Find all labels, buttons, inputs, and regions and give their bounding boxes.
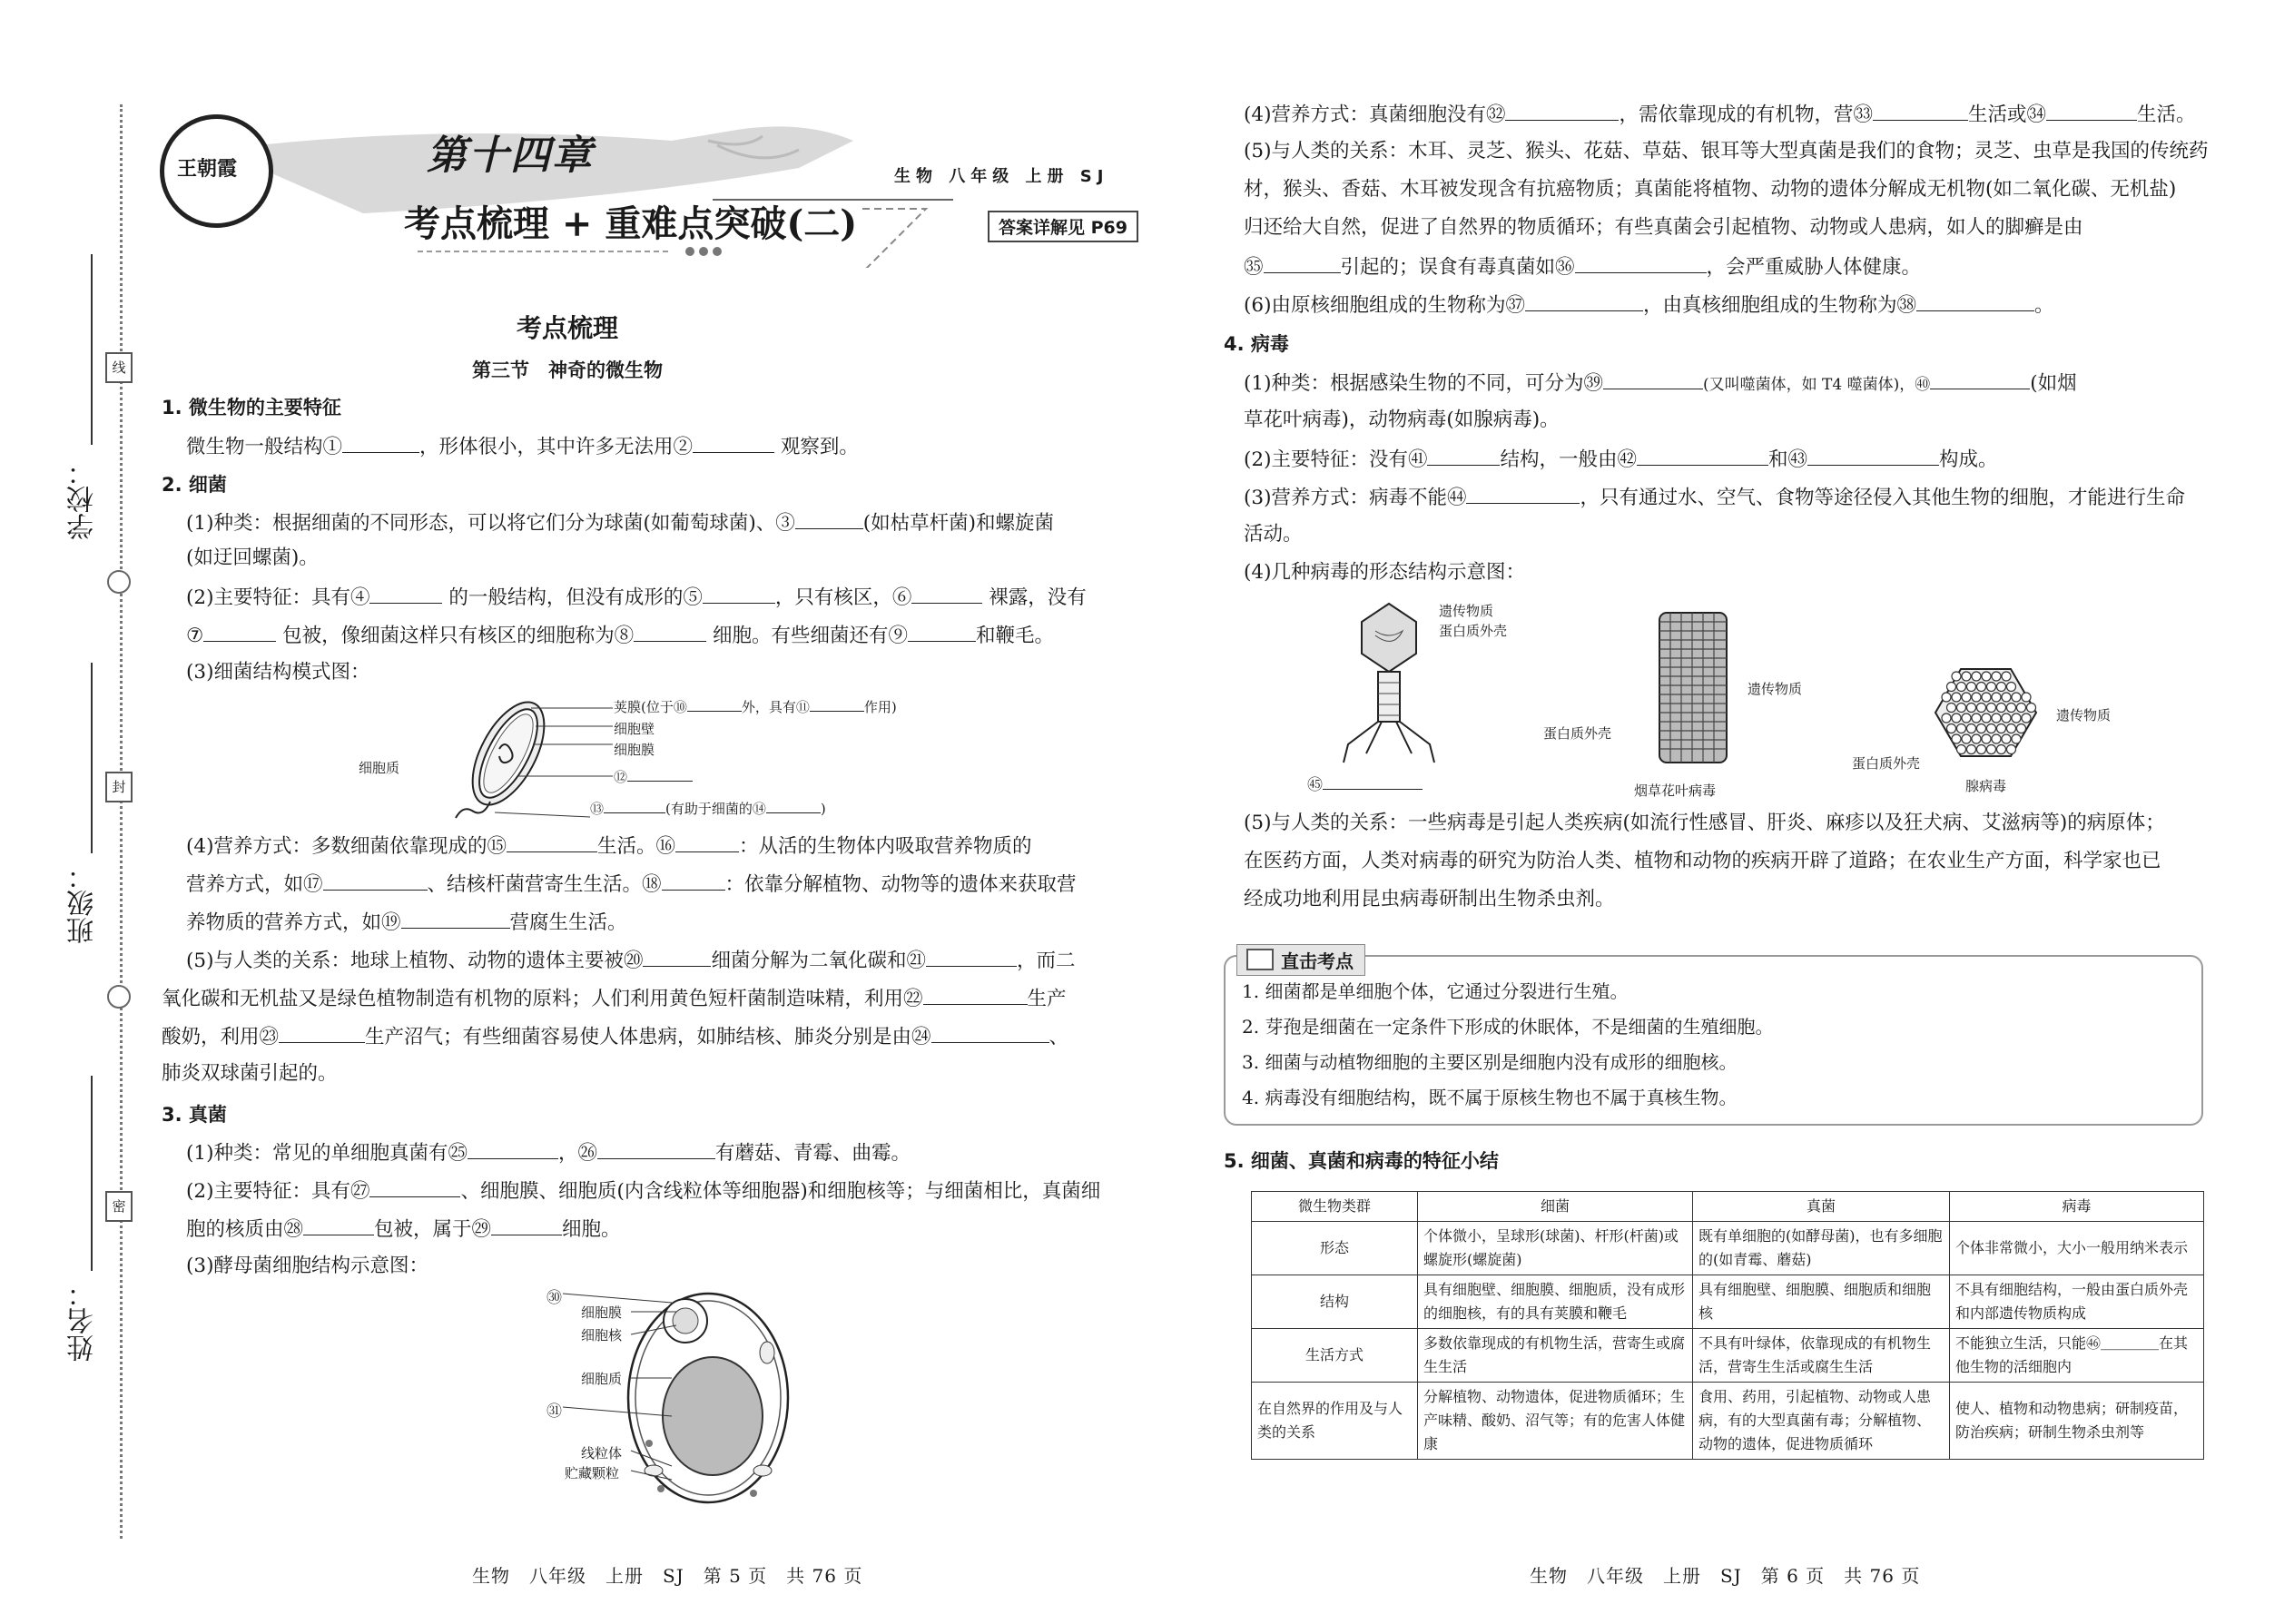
text-line: (1)种类：根据细菌的不同形态，可以将它们分为球菌(如葡萄球菌)、③ (如枯草杆菌)和螺旋菌 bbox=[186, 508, 1054, 537]
capsomere-icon bbox=[1987, 704, 1996, 713]
text-line: (6)由原核细胞组成的生物称为㊲ ，由真核细胞组成的生物称为㊳ 。 bbox=[1244, 290, 2054, 320]
capsomere-icon bbox=[2007, 724, 2016, 733]
heading-fungi: 3. 真菌 bbox=[162, 1104, 227, 1126]
text-line: 经成功地利用昆虫病毒研制出生物杀虫剂。 bbox=[1244, 888, 1615, 910]
binding-tag-feng: 封 bbox=[105, 772, 133, 802]
text-line: (5)与人类的关系：木耳、灵芝、猴头、花菇、草菇、银耳等大型真菌是我们的食物；灵芝、虫草是我国的传统药 bbox=[1244, 140, 2209, 162]
capsomere-icon bbox=[2022, 714, 2031, 723]
capsomere-icon bbox=[1997, 745, 2006, 754]
school-field[interactable] bbox=[91, 254, 93, 445]
table-cell: 使人、植物和动物患病；研制疫苗，防治疾病；研制生物杀虫剂等 bbox=[1950, 1383, 2204, 1460]
capsomere-icon bbox=[1977, 704, 1986, 713]
capsomere-icon bbox=[1967, 724, 1976, 733]
section-subtitle: 第三节 神奇的微生物 bbox=[472, 359, 663, 381]
heading-virus: 4. 病毒 bbox=[1224, 333, 1289, 355]
text-line: (如迂回螺菌)。 bbox=[186, 546, 319, 569]
text-line: 活动。 bbox=[1244, 523, 1303, 546]
capsomere-icon bbox=[1992, 734, 2001, 743]
label-30: ㉚ bbox=[546, 1289, 562, 1307]
capsomere-icon bbox=[2007, 683, 2016, 692]
text-line: 胞的核质由㉘ 包被，属于㉙ 细胞。 bbox=[186, 1215, 621, 1244]
chapter-title: 第十四章 bbox=[427, 133, 594, 179]
text-line: 草花叶病毒)，动物病毒(如腺病毒)。 bbox=[1244, 408, 1560, 431]
label-adeno-name: 腺病毒 bbox=[1965, 778, 2007, 794]
table-header: 真菌 bbox=[1693, 1192, 1950, 1222]
capsomere-icon bbox=[1957, 724, 1966, 733]
label-yeast-membrane: 细胞膜 bbox=[581, 1304, 623, 1321]
capsomere-icon bbox=[1982, 693, 1991, 702]
capsomere-icon bbox=[1977, 745, 1986, 754]
table-header: 微生物类群 bbox=[1252, 1192, 1418, 1222]
section-title: 考点梳理 bbox=[516, 313, 618, 343]
text-line: (5)与人类的关系：地球上植物、动物的遗体主要被⑳ 细菌分解为二氧化碳和㉑ ，而二 bbox=[186, 946, 1076, 975]
capsomere-icon bbox=[1987, 745, 1996, 754]
table-header: 细菌 bbox=[1418, 1192, 1693, 1222]
capsomere-icon bbox=[1957, 683, 1966, 692]
table-header-row bbox=[1252, 1192, 2204, 1222]
table-row bbox=[1252, 1383, 2204, 1460]
label-phage-genetic: 遗传物质 bbox=[1439, 603, 1494, 619]
table-row bbox=[1252, 1222, 2204, 1275]
seal-text: 王朝霞 bbox=[177, 157, 238, 181]
capsomere-icon bbox=[1997, 683, 2006, 692]
label-tmv-genetic: 遗传物质 bbox=[1748, 681, 1803, 697]
summary-table bbox=[1251, 1191, 2204, 1460]
binding-hole-icon bbox=[107, 985, 131, 1009]
table-cell: 既有单细胞的(如酵母菌)，也有多细胞的(如青霉、蘑菇) bbox=[1693, 1222, 1950, 1275]
label-31: ㉛ bbox=[546, 1403, 562, 1421]
label-adeno-genetic: 遗传物质 bbox=[2056, 707, 2112, 723]
capsomere-icon bbox=[1977, 683, 1986, 692]
table-cell: 不具有叶绿体，依靠现成的有机物生活，营寄生生活或腐生生活 bbox=[1693, 1329, 1950, 1383]
capsomere-icon bbox=[1962, 734, 1971, 743]
text-line: (5)与人类的关系：一些病毒是引起人类疾病(如流行性感冒、肝炎、麻疹以及狂犬病、艾滋病等)的病原体； bbox=[1244, 812, 2165, 834]
table-cell: 结构 bbox=[1252, 1275, 1418, 1329]
capsomere-icon bbox=[1962, 693, 1971, 702]
text-line: 酸奶，利用㉓ 生产沼气；有些细菌容易使人体患病，如肺结核、肺炎分别是由㉔ 、 bbox=[162, 1022, 1068, 1051]
label-adeno-shell: 蛋白质外壳 bbox=[1852, 755, 1921, 772]
label-yeast-mitochondria: 线粒体 bbox=[581, 1445, 623, 1462]
label-cell-membrane: 细胞膜 bbox=[614, 742, 655, 758]
capsomere-icon bbox=[1987, 724, 1996, 733]
table-cell: 形态 bbox=[1252, 1222, 1418, 1275]
text-line: 在医药方面，人类对病毒的研究为防治人类、植物和动物的疾病开辟了道路；在农业生产方面，科学家也已 bbox=[1244, 850, 2161, 872]
text-line: (4)营养方式：真菌细胞没有㉜ ，需依靠现成的有机物，营㉝ 生活或㉞ 生活。 bbox=[1244, 100, 2196, 129]
phage-diagram bbox=[1334, 599, 1443, 772]
capsomere-icon bbox=[2002, 672, 2011, 681]
capsomere-icon bbox=[1982, 714, 1991, 723]
key-point: 4. 病毒没有细胞结构，既不属于原核生物也不属于真核生物。 bbox=[1242, 1087, 1738, 1108]
capsomere-icon bbox=[2012, 734, 2021, 743]
capsomere-icon bbox=[2012, 714, 2021, 723]
text-line: (3)酵母菌细胞结构示意图： bbox=[186, 1255, 428, 1277]
answer-reference: 答案详解见 P69 bbox=[988, 211, 1138, 242]
capsomere-icon bbox=[1947, 704, 1956, 713]
text-line: 微生物一般结构① ，形体很小，其中许多无法用② 观察到。 bbox=[186, 432, 859, 461]
heading-summary: 5. 细菌、真菌和病毒的特征小结 bbox=[1224, 1150, 1499, 1172]
text-line: (3)细菌结构模式图： bbox=[186, 661, 370, 684]
label-capsule: 荚膜(位于⑩ 外，具有⑪ 作用) bbox=[614, 699, 897, 715]
table-cell: 生活方式 bbox=[1252, 1329, 1418, 1383]
heading-bacteria: 2. 细菌 bbox=[162, 474, 227, 496]
text-line: ⑦ 包被，像细菌这样只有核区的细胞称为⑧ 细胞。有些细菌还有⑨ 和鞭毛。 bbox=[186, 621, 1054, 650]
table-header: 病毒 bbox=[1950, 1192, 2204, 1222]
table-cell: 具有细胞壁、细胞膜、细胞质和细胞核 bbox=[1693, 1275, 1950, 1329]
capsomere-icon bbox=[2002, 714, 2011, 723]
text-line: (3)营养方式：病毒不能㊹ ，只有通过水、空气、食物等途径侵入其他生物的细胞，才能进行生命 bbox=[1244, 483, 2185, 512]
label-cell-wall: 细胞壁 bbox=[614, 721, 655, 737]
text-line: (2)主要特征：没有㊶ 结构，一般由㊷ 和㊸ 构成。 bbox=[1244, 445, 1998, 474]
label-45: ㊺ bbox=[1307, 772, 1423, 794]
class-label: 班级： bbox=[67, 862, 99, 944]
name-label: 姓名： bbox=[67, 1280, 99, 1362]
table-cell: 具有细胞壁、细胞膜、细胞质，没有成形的细胞核，有的具有荚膜和鞭毛 bbox=[1418, 1275, 1693, 1329]
capsomere-icon bbox=[1967, 704, 1976, 713]
school-label: 学校： bbox=[67, 458, 99, 540]
table-row bbox=[1252, 1329, 2204, 1383]
capsomere-icon bbox=[1962, 672, 1971, 681]
label-phage-shell: 蛋白质外壳 bbox=[1439, 623, 1508, 639]
capsomere-icon bbox=[2007, 704, 2016, 713]
text-line: ㉟ 引起的；误食有毒真菌如㊱ ，会严重威胁人体健康。 bbox=[1244, 252, 1921, 281]
table-cell: 不具有细胞结构，一般由蛋白质外壳和内部遗传物质构成 bbox=[1950, 1275, 2204, 1329]
text-line: (2)主要特征：具有④ 的一般结构，但没有成形的⑤ ，只有核区，⑥ 裸露，没有 bbox=[186, 583, 1087, 612]
text-line: 肺炎双球菌引起的。 bbox=[162, 1062, 338, 1085]
book-icon bbox=[1246, 949, 1274, 970]
key-point: 1. 细菌都是单细胞个体，它通过分裂进行生殖。 bbox=[1242, 980, 1629, 1002]
capsomere-icon bbox=[1957, 704, 1966, 713]
text-line: (4)几种病毒的形态结构示意图： bbox=[1244, 561, 1525, 584]
capsomere-icon bbox=[1992, 714, 2001, 723]
capsomere-icon bbox=[1957, 745, 1966, 754]
table-cell: 个体微小，呈球形(球菌)、杆形(杆菌)或螺旋形(螺旋菌) bbox=[1418, 1222, 1693, 1275]
text-line: 氧化碳和无机盐又是绿色植物制造有机物的原料；人们利用黄色短杆菌制造味精，利用㉒ 生产 bbox=[162, 984, 1067, 1013]
capsomere-icon bbox=[2022, 693, 2031, 702]
capsomere-icon bbox=[1992, 693, 2001, 702]
label-cytoplasm: 细胞质 bbox=[359, 760, 400, 776]
label-12: ⑫ bbox=[614, 767, 693, 786]
label-yeast-cytoplasm: 细胞质 bbox=[581, 1371, 623, 1387]
capsomere-icon bbox=[1942, 693, 1951, 702]
name-field[interactable] bbox=[91, 1076, 93, 1271]
capsomere-icon bbox=[1972, 693, 1981, 702]
text-line: (2)主要特征：具有㉗ 、细胞膜、细胞质(内含线粒体等细胞器)和细胞核等；与细菌相比，真菌细 bbox=[186, 1176, 1100, 1206]
text-line: 归还给大自然，促进了自然界的物质循环；有些真菌会引起植物、动物或人患病，如人的脚癣是由 bbox=[1244, 216, 2083, 239]
key-point: 3. 细菌与动植物细胞的主要区别是细胞内没有成形的细胞核。 bbox=[1242, 1051, 1738, 1073]
capsomere-icon bbox=[1947, 683, 1956, 692]
table-cell: 食用、药用，引起植物、动物或人患病，有的大型真菌有毒；分解植物、动物的遗体，促进物质循环 bbox=[1693, 1383, 1950, 1460]
capsomere-icon bbox=[1952, 693, 1961, 702]
right-page-footer: 生物 八年级 上册 SJ 第 6 页 共 76 页 bbox=[1530, 1565, 1921, 1587]
table-cell: 分解植物、动物遗体，促进物质循环；生产味精、酸奶、沼气等；有的危害人体健康 bbox=[1418, 1383, 1693, 1460]
capsomere-icon bbox=[2002, 693, 2011, 702]
capsomere-icon bbox=[2027, 704, 2036, 713]
table-cell: 个体非常微小，大小一般用纳米表示 bbox=[1950, 1222, 2204, 1275]
left-page-footer: 生物 八年级 上册 SJ 第 5 页 共 76 页 bbox=[472, 1565, 863, 1587]
capsomere-icon bbox=[1952, 734, 1961, 743]
capsomere-icon bbox=[1962, 714, 1971, 723]
capsomere-icon bbox=[1947, 724, 1956, 733]
label-yeast-storage: 贮藏颗粒 bbox=[565, 1465, 620, 1481]
binding-hole-icon bbox=[107, 570, 131, 594]
key-points-title: 直击考点 bbox=[1236, 944, 1365, 976]
capsomere-icon bbox=[1972, 672, 1981, 681]
key-point: 2. 芽孢是细菌在一定条件下形成的休眠体，不是细菌的生殖细胞。 bbox=[1242, 1016, 1774, 1038]
capsomere-icon bbox=[1992, 672, 2001, 681]
capsomere-icon bbox=[1997, 724, 2006, 733]
label-tmv-shell: 蛋白质外壳 bbox=[1543, 725, 1612, 742]
capsomere-icon bbox=[1942, 714, 1951, 723]
publisher-seal-logo bbox=[160, 114, 273, 228]
capsomere-icon bbox=[2017, 704, 2026, 713]
page-subtitle: 考点梳理 + 重难点突破(二) bbox=[404, 202, 858, 245]
binding-tag-xian: 线 bbox=[105, 352, 133, 383]
capsomere-icon bbox=[1972, 734, 1981, 743]
capsomere-icon bbox=[1967, 745, 1976, 754]
label-13: ⑬ (有助于细菌的⑭ ) bbox=[590, 801, 826, 817]
capsomere-icon bbox=[1952, 714, 1961, 723]
capsomere-icon bbox=[1967, 683, 1976, 692]
heading-microbe-features: 1. 微生物的主要特征 bbox=[162, 397, 341, 418]
capsomere-icon bbox=[1972, 714, 1981, 723]
tobacco-mosaic-virus-diagram bbox=[1652, 608, 1734, 767]
capsomere-icon bbox=[2017, 724, 2026, 733]
capsomere-icon bbox=[2007, 745, 2016, 754]
text-line: 养物质的营养方式，如⑲ 营腐生生活。 bbox=[186, 908, 627, 937]
text-line: (1)种类：常见的单细胞真菌有㉕ ，㉖ 有蘑菇、青霉、曲霉。 bbox=[186, 1138, 911, 1167]
table-cell: 多数依靠现成的有机物生活，营寄生或腐生生活 bbox=[1418, 1329, 1693, 1383]
label-yeast-nucleus: 细胞核 bbox=[581, 1327, 623, 1343]
binding-tag-mi: 密 bbox=[105, 1191, 133, 1222]
capsomere-icon bbox=[2002, 734, 2011, 743]
table-row bbox=[1252, 1275, 2204, 1329]
table-cell: 不能独立生活，只能㊻＿＿＿＿在其他生物的活细胞内 bbox=[1950, 1329, 2204, 1383]
capsomere-icon bbox=[1987, 683, 1996, 692]
capsomere-icon bbox=[1997, 704, 2006, 713]
capsomere-icon bbox=[1977, 724, 1986, 733]
capsomere-icon bbox=[1982, 734, 1991, 743]
text-line: (4)营养方式：多数细菌依靠现成的⑮ 生活。⑯ ：从活的生物体内吸取营养物质的 bbox=[186, 832, 1032, 861]
subject-tags: 生物 八年级 上册 SJ bbox=[894, 167, 1109, 186]
label-tmv-name: 烟草花叶病毒 bbox=[1634, 782, 1717, 799]
table-cell: 在自然界的作用及与人类的关系 bbox=[1252, 1383, 1418, 1460]
capsomere-icon bbox=[1952, 672, 1961, 681]
capsomere-icon bbox=[1982, 672, 1991, 681]
text-line: (1)种类：根据感染生物的不同，可分为㊴ (又叫噬菌体，如 T4 噬菌体)，㊵ (如烟 bbox=[1244, 369, 2077, 399]
class-field[interactable] bbox=[91, 663, 93, 853]
text-line: 材，猴头、香菇、木耳被发现含有抗癌物质；真菌能将植物、动物的遗体分解成无机物(如二氧化碳、无机盐) bbox=[1244, 178, 2177, 201]
adenovirus-diagram bbox=[1934, 667, 2038, 758]
capsomere-icon bbox=[2012, 693, 2021, 702]
text-line: 营养方式，如⑰ 、结核杆菌营寄生生活。⑱ ：依靠分解植物、动物等的遗体来获取营 bbox=[186, 870, 1077, 899]
